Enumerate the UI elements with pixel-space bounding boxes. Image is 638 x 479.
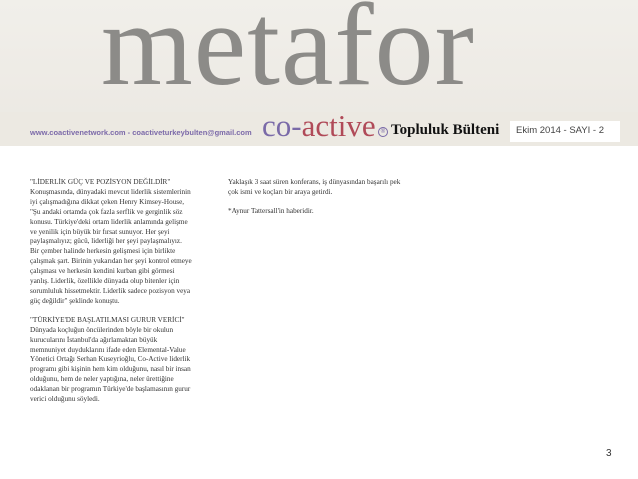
issue-label: Ekim 2014 - SAYI - 2 — [516, 125, 604, 136]
section-1-body: Konuşmasında, dünyadaki mevcut liderlik sistemlerinin iyi çalışmadığına dikkat çeken Henry Kimsey-House, "Şu andaki ortamda çok fazla serflik ve gerginlik söz konusu. Türkiye'deki ortam liderlik anlamında gelişme ve yenilik için büyük bir fırsat sunuyor. Her şeyi paylaşmalıyız; gücü, liderliği her şeyi paylaşmalıyız. Bir çember halinde herkesin gelişmesi için birlikte çalışmak şart. Birinin yukarıdan her şeyi kontrol etmeye çalışması ve herkesin kendini kurban gibi görmesi yanlış. Liderlik, özellikle dünyada olup bitenler için sorumluluk hissetmektir. Liderlik sadece pozisyon veya güç değildir" şeklinde konuştu. — [30, 187, 192, 305]
section-2 — [30, 316, 192, 405]
page-number: 3 — [606, 448, 612, 459]
section-2-heading: "TÜRKİYE'DE BAŞLATILMASI GURUR VERİCİ" — [30, 315, 185, 324]
right-column — [228, 178, 408, 226]
right-paragraph: Yaklaşık 3 saat süren konferans, iş dünyasından başarılı pek çok ismi ve koçları bir araya getirdi. — [228, 178, 401, 196]
left-column — [30, 178, 192, 414]
section-2-body: Dünyada koçluğun öncülerinden böyle bir okulun kurucularını İstanbul'da ağırlamaktan büyük memnuniyet duyduklarını ifade eden Elemental-Value Yönetici Ortağı Serhan Kuseyrioğlu, Co-Active liderlik programı gibi kişinin hem kim olduğunu, nasıl bir insan olduğunu, hem de neler yaptığına, neler ürettiğine odaklanan bir programın Türkiye'de başlamasının gurur verici olduğunu söyledi. — [30, 325, 191, 404]
logo-active-text: active — [301, 108, 376, 143]
author-credit: *Aynur Tattersall'in haberidir. — [228, 206, 314, 215]
registered-mark-icon: ® — [378, 127, 388, 137]
section-1 — [30, 178, 192, 307]
masthead-title: metafor — [101, 0, 475, 110]
logo-co-text: co- — [262, 108, 302, 143]
contact-urls: www.coactivenetwork.com - coactiveturkeybulten@gmail.com — [30, 128, 252, 137]
bulletin-title: Topluluk Bülteni — [391, 122, 500, 138]
section-1-heading: "LİDERLİK GÜÇ VE POZİSYON DEĞİLDİR" — [30, 178, 171, 186]
co-active-logo — [262, 110, 376, 141]
